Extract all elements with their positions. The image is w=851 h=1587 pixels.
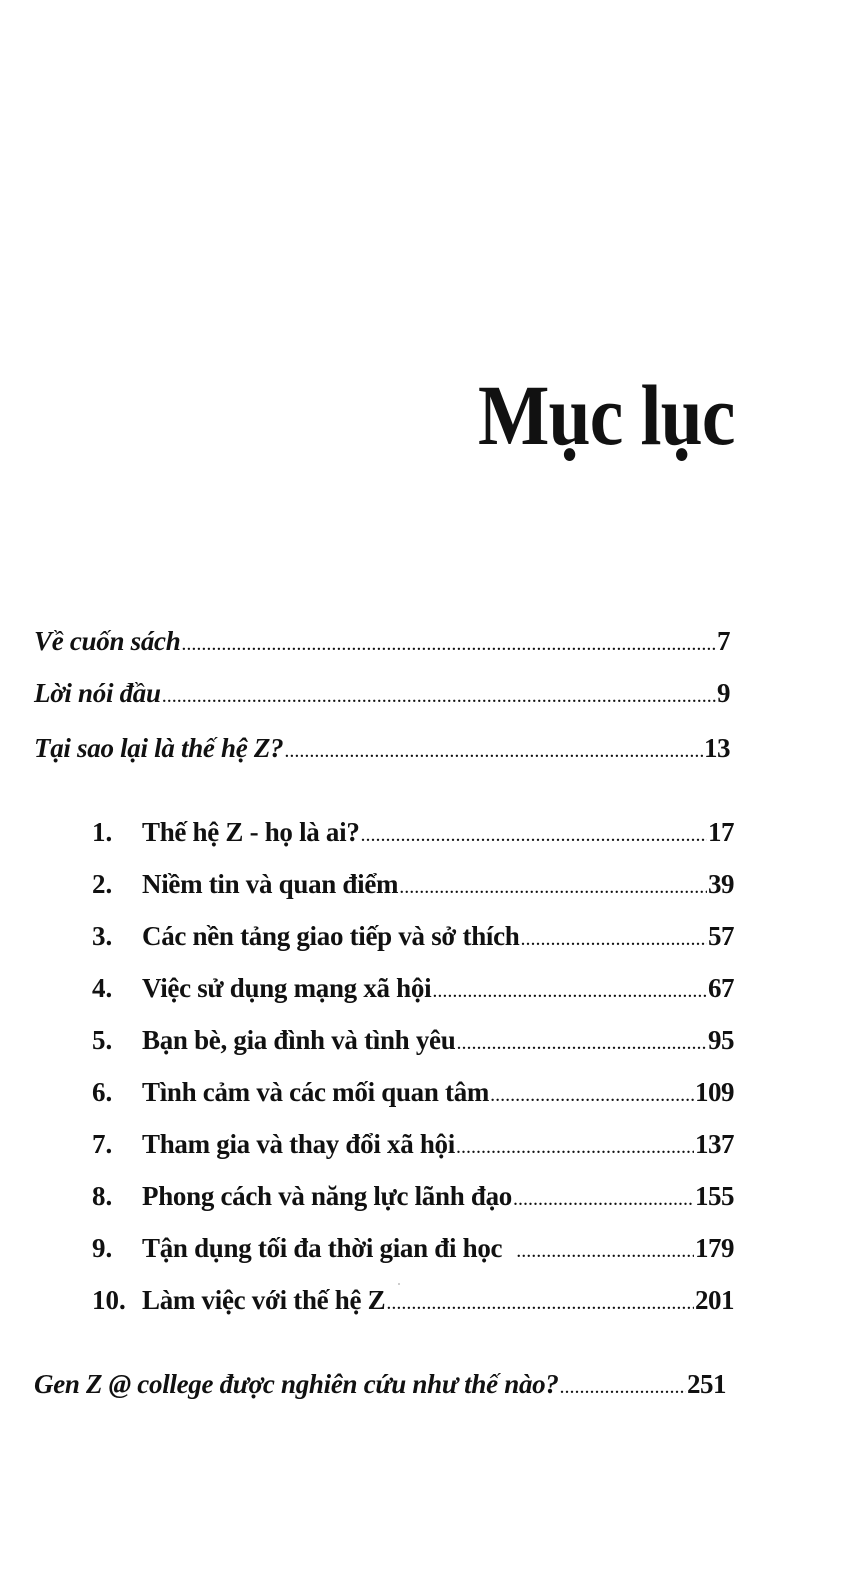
chapter-entry[interactable] — [92, 919, 734, 953]
toc-entry[interactable] — [34, 731, 730, 765]
dot-leader — [386, 1286, 694, 1320]
dot-leader — [284, 734, 703, 768]
toc-entry-page: 9 — [717, 678, 730, 708]
dot-leader — [361, 818, 707, 852]
chapter-title: Tham gia và thay đổi xã hội — [142, 1129, 455, 1159]
chapter-number: 7. — [92, 1129, 113, 1159]
chapter-title: Phong cách và năng lực lãnh đạo — [142, 1181, 512, 1211]
chapter-title: Làm việc với thế hệ Z — [142, 1285, 386, 1315]
dot-leader — [456, 1026, 707, 1060]
dot-leader — [513, 1182, 694, 1216]
chapter-number: 4. — [92, 973, 113, 1003]
chapter-page: 109 — [695, 1077, 734, 1107]
dot-leader — [181, 627, 716, 661]
toc-entry-title: Gen Z @ college được nghiên cứu như thế nào? — [34, 1369, 559, 1399]
chapter-entry[interactable] — [92, 1283, 734, 1317]
chapter-page: 155 — [695, 1181, 734, 1211]
chapter-title: Tận dụng tối đa thời gian đi học — [142, 1233, 503, 1263]
chapter-entry[interactable] — [92, 1231, 734, 1265]
dot-leader — [521, 922, 707, 956]
toc-entry[interactable] — [34, 676, 730, 710]
chapter-number: 8. — [92, 1181, 113, 1211]
chapter-entry[interactable] — [92, 971, 734, 1005]
chapter-page: 95 — [708, 1025, 734, 1055]
chapter-entry[interactable] — [92, 1075, 734, 1109]
chapter-page: 39 — [708, 869, 734, 899]
chapter-page: 201 — [695, 1285, 734, 1315]
dot-leader — [516, 1234, 694, 1268]
chapter-entry[interactable] — [92, 1023, 734, 1057]
chapter-title: Các nền tảng giao tiếp và sở thích — [142, 921, 520, 951]
chapter-number: 5. — [92, 1025, 113, 1055]
chapter-title: Thế hệ Z - họ là ai? — [142, 817, 360, 847]
chapter-title: Tình cảm và các mối quan tâm — [142, 1077, 490, 1107]
toc-entry[interactable] — [34, 1367, 726, 1401]
scan-speck — [398, 1283, 400, 1285]
dot-leader — [162, 679, 716, 713]
chapter-page: 137 — [695, 1129, 734, 1159]
chapter-number: 10. — [92, 1285, 126, 1315]
chapter-page: 67 — [708, 973, 734, 1003]
chapter-entry[interactable] — [92, 1179, 734, 1213]
chapter-entry[interactable] — [92, 1127, 734, 1161]
chapter-number: 9. — [92, 1233, 113, 1263]
toc-entry[interactable] — [34, 624, 730, 658]
chapter-entry[interactable] — [92, 867, 734, 901]
toc-entry-page: 251 — [687, 1369, 726, 1399]
toc-entry-title: Tại sao lại là thế hệ Z? — [34, 733, 284, 763]
dot-leader — [399, 870, 707, 904]
chapter-title: Bạn bè, gia đình và tình yêu — [142, 1025, 456, 1055]
chapter-title: Việc sử dụng mạng xã hội — [142, 973, 432, 1003]
chapter-title: Niềm tin và quan điểm — [142, 869, 399, 899]
chapter-number: 3. — [92, 921, 113, 951]
chapter-number: 6. — [92, 1077, 113, 1107]
chapter-page: 57 — [708, 921, 734, 951]
chapter-page: 179 — [695, 1233, 734, 1263]
dot-leader — [432, 974, 707, 1008]
toc-entry-page: 13 — [704, 733, 730, 763]
chapter-page: 17 — [708, 817, 734, 847]
chapter-number: 1. — [92, 817, 113, 847]
dot-leader — [490, 1078, 694, 1112]
dot-leader — [560, 1370, 686, 1404]
toc-entry-title: Lời nói đầu — [34, 678, 161, 708]
toc-entry-page: 7 — [717, 626, 730, 656]
chapter-number: 2. — [92, 869, 113, 899]
page-title: Mục lục — [478, 367, 735, 463]
dot-leader — [456, 1130, 694, 1164]
toc-entry-title: Về cuốn sách — [34, 626, 181, 656]
chapter-entry[interactable] — [92, 815, 734, 849]
